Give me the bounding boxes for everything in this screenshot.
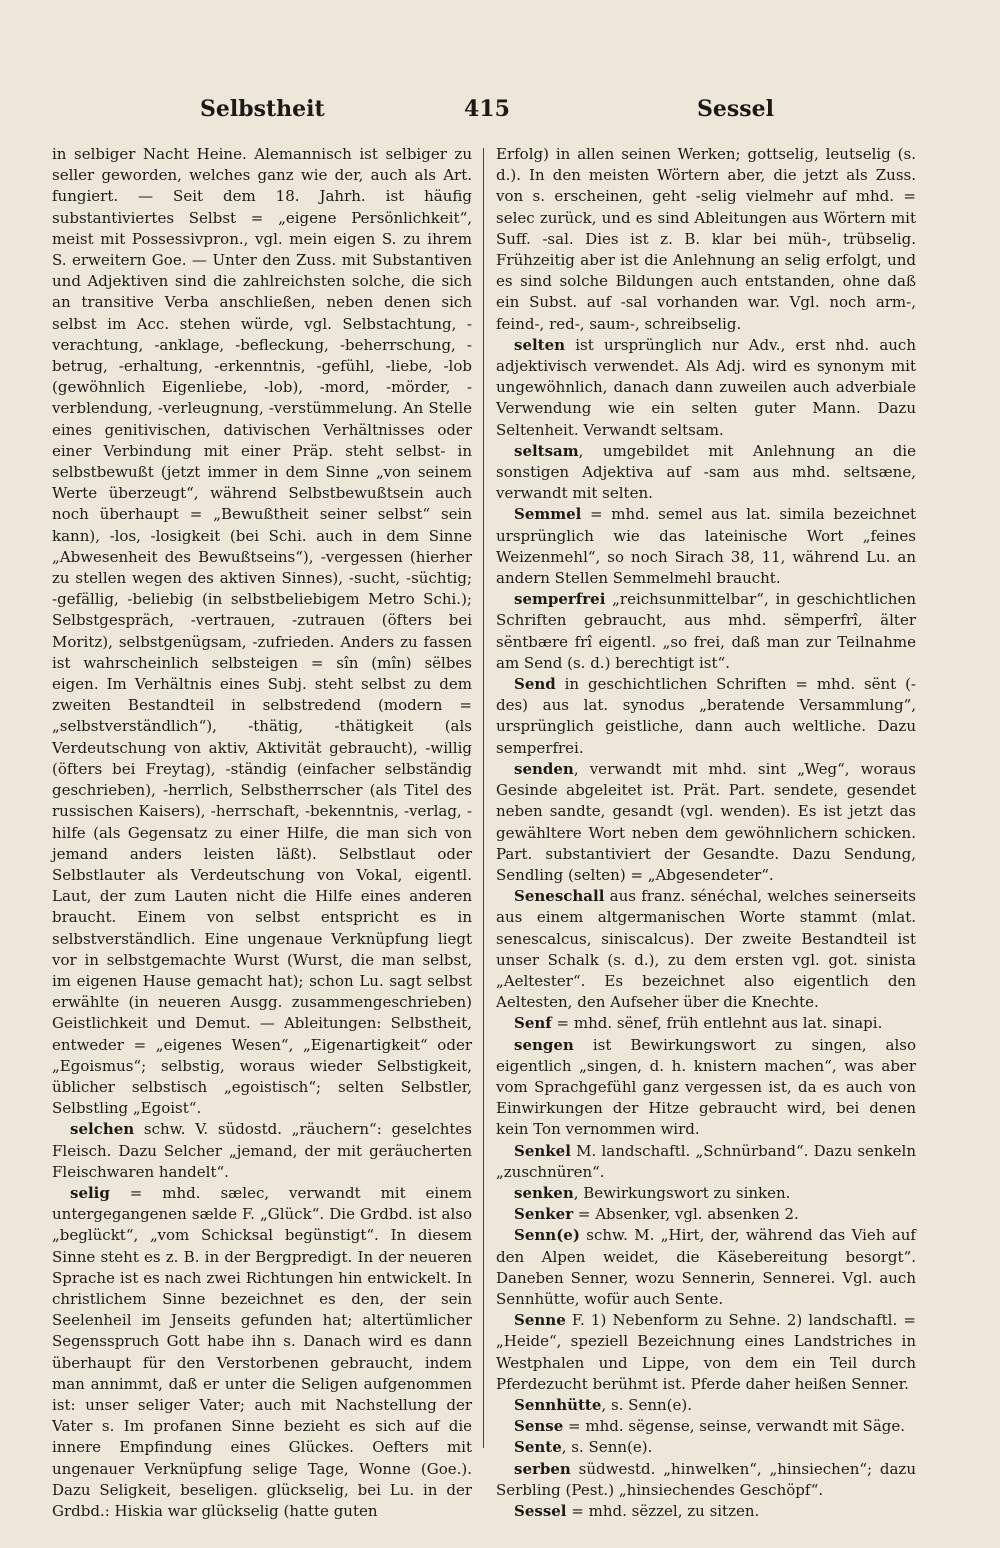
entry-text: , s. Senn(e).	[601, 1395, 692, 1414]
right-column	[496, 144, 916, 1520]
entry-headword: Senkel	[514, 1141, 571, 1160]
entry-text: schw. V. südostd. „räuchern“: geselchtes Fleisch. Dazu Selcher „jemand, der mit geräucherten Fleischwaren handelt“.	[52, 1120, 472, 1181]
dictionary-entry	[496, 1437, 916, 1458]
entry-headword: Senne	[514, 1311, 566, 1330]
entry-headword: Seneschall	[514, 887, 605, 906]
dictionary-entry	[496, 674, 916, 759]
dictionary-page	[52, 90, 919, 1520]
entry-headword: Sessel	[514, 1502, 567, 1520]
entry-text: , umgebildet mit Anlehnung an die sonstigen Adjektiva auf -sam aus mhd. seltsæne, verwandt mit selten.	[496, 441, 916, 503]
running-head-right: Sessel	[696, 96, 774, 122]
entry-headword: senden	[514, 759, 574, 778]
dictionary-entry	[496, 1013, 916, 1034]
column-divider	[483, 148, 484, 1448]
entry-text: = mhd. sëzzel, zu sitzen.	[566, 1502, 760, 1520]
left-column	[52, 144, 472, 1520]
page-number: 415	[464, 96, 510, 122]
dictionary-entry	[496, 1183, 916, 1204]
dictionary-entry	[496, 1416, 916, 1437]
continued-text: Erfolg) in allen seinen Werken; gottselig, leutselig (s. d.). In den meisten Wörtern aber, die jetzt als Zuss. von s. erscheinen, geht -selig vielmehr auf mhd. = selec zurück, und es sind Ableitungen aus Wörtern mit Suff. -sal. Dies ist z. B. klar bei müh-, trübselig. Frühzeitig aber ist die Anlehnung an selig erfolgt, und es sind solche Bildungen auch entstanden, ohne daß ein Subst. auf -sal vorhanden war. Vgl. noch arm-, feind-, red-, saum-, schreibselig.	[496, 145, 916, 333]
entry-text: , Bewirkungswort zu sinken.	[573, 1183, 791, 1202]
entry-text: = mhd. sëgense, seinse, verwandt mit Säge.	[563, 1417, 906, 1436]
entry-headword: Sente	[514, 1438, 562, 1457]
entry-text: ist Bewirkungswort zu singen, also eigentlich „singen, d. h. knistern machen“, was aber vom Sprachgefühl ganz vergessen ist, da es auch von Einwirkungen der Hitze gebraucht wird, bei denen kein Ton vernommen wird.	[496, 1035, 916, 1139]
entry-headword: senken	[514, 1183, 574, 1202]
dictionary-entry	[52, 1119, 472, 1183]
entry-text: M. landschaftl. „Schnürband“. Dazu senkeln „zuschnüren“.	[496, 1141, 916, 1181]
entry-headword: selten	[514, 335, 566, 354]
dictionary-entry	[496, 441, 916, 505]
entry-headword: Senf	[514, 1014, 552, 1033]
entry-headword: Senn(e)	[514, 1226, 580, 1245]
dictionary-entry	[496, 1395, 916, 1416]
dictionary-entry	[496, 1459, 916, 1501]
entry-headword: sengen	[514, 1035, 574, 1054]
dictionary-entry	[496, 1204, 916, 1225]
dictionary-entry	[496, 1035, 916, 1141]
entry-text: schw. M. „Hirt, der, während das Vieh auf den Alpen weidet, die Käsebereitung besorgt“. Daneben Senner, wozu Sennerin, Sennerei. Vgl. auch Sennhütte, wofür auch Sente.	[496, 1226, 916, 1308]
dictionary-entry	[52, 1183, 472, 1522]
dictionary-entry	[496, 589, 916, 674]
entry-text: , s. Senn(e).	[561, 1438, 653, 1457]
entry-headword: Sense	[514, 1417, 564, 1436]
dictionary-entry	[496, 759, 916, 886]
entry-text: , verwandt mit mhd. sint „Weg“, woraus Gesinde abgeleitet ist. Prät. Part. sendete, gesendet neben sandte, gesandt (vgl. wenden). Es ist jetzt das gewähltere Wort neben dem gewöhnlichern schicken. Part. substantiviert der Gesandte. Dazu Sendung, Sendling (selten) = „Abgesendeter“.	[496, 759, 916, 884]
dictionary-entry	[496, 335, 916, 441]
entry-text: „reichsunmittelbar“, in geschichtlichen Schriften gebraucht, aus mhd. sëmperfrî, älter sëntbære frî eigentl. „so frei, daß man zur Teilnahme am Send (s. d.) berechtigt ist“.	[496, 590, 916, 672]
dictionary-entry	[496, 1501, 916, 1522]
entry-text: aus franz. sénéchal, welches seinerseits aus einem altgermanischen Worte stammt (mlat. senescalcus, siniscalcus). Der zweite Bestandteil ist unser Schalk (s. d.), zu dem ersten vgl. got. sinista „Aeltester“. Es bezeichnet also eigentlich den Aeltesten, den Aufseher über die Knechte.	[496, 887, 916, 1012]
entry-headword: Send	[514, 675, 556, 694]
entry-headword: semperfrei	[514, 590, 606, 609]
dictionary-entry	[496, 1141, 916, 1183]
entry-headword: selchen	[70, 1120, 135, 1139]
entry-headword: Semmel	[514, 505, 582, 524]
running-head	[52, 90, 919, 130]
entry-headword: Senker	[514, 1205, 574, 1224]
entry-text: ist ursprünglich nur Adv., erst nhd. auch adjektivisch verwendet. Als Adj. wird es synonym mit ungewöhnlich, danach dann zuweilen auch adverbiale Verwendung wie ein selten guter Mann. Dazu Seltenheit. Verwandt seltsam.	[496, 335, 916, 439]
running-head-left: Selbstheit	[200, 96, 325, 122]
dictionary-entry	[496, 886, 916, 1013]
entry-text: = Absenker, vgl. absenken 2.	[573, 1205, 799, 1224]
entry-text: = mhd. semel aus lat. simila bezeichnet ursprünglich wie das lateinische Wort „feines Weizenmehl“, so noch Sirach 38, 11, während Lu. an andern Stellen Semmelmehl braucht.	[496, 505, 916, 588]
dictionary-entry	[496, 504, 916, 589]
entry-text: in geschichtlichen Schriften = mhd. sënt (-des) aus lat. synodus „beratende Versammlung“, ursprünglich geistliche, dann auch weltliche. Dazu semperfrei.	[496, 675, 916, 757]
text-columns	[52, 144, 919, 1520]
entry-headword: serben	[514, 1459, 571, 1478]
entry-headword: seltsam	[514, 441, 579, 460]
entry-text: = mhd. sënef, früh entlehnt aus lat. sinapi.	[551, 1014, 883, 1033]
entry-headword: selig	[70, 1183, 110, 1202]
entry-text: F. 1) Nebenform zu Sehne. 2) landschaftl. = „Heide“, speziell Bezeichnung eines Landstriches in Westphalen und Lippe, von dem ein Teil durch Pferdezucht berühmt ist. Pferde daher heißen Senner.	[496, 1311, 916, 1393]
entry-text: = mhd. sælec, verwandt mit einem untergegangenen sælde F. „Glück“. Die Grdbd. ist also „beglückt“, „vom Schicksal begünstigt“. In diesem Sinne steht es z. B. in der Bergpredigt. In der neueren Sprache ist es nach zwei Richtungen hin entwickelt. In christlichem Sinne bezeichnet es den, der sein Seelenheil im Jenseits gefunden hat; altertümlicher Segensspruch Gott habe ihn s. Danach wird es dann überhaupt für den Verstorbenen gebraucht, indem man annimmt, daß er unter die Seligen aufgenommen ist: unser seliger Vater; auch mit Nachstellung der Vater s. Im profanen Sinne bezieht es sich auf die innere Empfindung eines Glückes. Oefters mit ungenauer Verknüpfung selige Tage, Wonne (Goe.). Dazu Seligkeit, beseligen. glückselig, bei Lu. in der Grdbd.: Hiskia war glückselig (hatte guten	[52, 1183, 472, 1520]
entry-headword: Sennhütte	[514, 1395, 602, 1414]
dictionary-entry	[496, 1310, 916, 1395]
continued-text: in selbiger Nacht Heine. Alemannisch ist selbiger zu seller geworden, welches ganz wie der, auch als Art. fungiert. — Seit dem 18. Jahrh. ist häufig substantiviertes Selbst = „eigene Persönlichkeit“, meist mit Possessivpron., vgl. mein eigen S. zu ihrem S. erweitern Goe. — Unter den Zuss. mit Substantiven und Adjektiven sind die zahlreichsten solche, die sich an transitive Verba anschließen, neben denen sich selbst im Acc. stehen würde, vgl. Selbstachtung, -verachtung, -anklage, -befleckung, -beherrschung, -betrug, -erhaltung, -erkenntnis, -gefühl, -liebe, -lob (gewöhnlich Eigenliebe, -lob), -mord, -mörder, -verblendung, -verleugnung, -verstümmelung. An Stelle eines genitivischen, dativischen Verhältnisses oder einer Verbindung mit einer Präp. steht selbst- in selbstbewußt (jetzt immer in dem Sinne „von seinem Werte überzeugt“, während Selbstbewußtsein auch noch überhaupt = „Bewußtheit seiner selbst“ sein kann), -los, -losigkeit (bei Schi. auch in dem Sinne „Abwesenheit des Bewußtseins“), -vergessen (hierher zu stellen wegen des aktiven Sinnes), -sucht, -süchtig; -gefällig, -beliebig (in selbstbeliebigem Metro Schi.); Selbstgespräch, -vertrauen, -zutrauen (öfters bei Moritz), selbstgenügsam, -zufrieden. Anders zu fassen ist wahrscheinlich selbsteigen = sîn (mîn) sëlbes eigen. Im Verhältnis eines Subj. steht selbst zu dem zweiten Bestandteil in selbstredend (modern = „selbstverständlich“), -thätig, -thätigkeit (als Verdeutschung von aktiv, Aktivität gebraucht), -willig (öfters bei Freytag), -ständig (einfacher selbständig geschrieben), -herrlich, Selbstherrscher (als Titel des russischen Kaisers), -herrschaft, -bekenntnis, -verlag, -hilfe (als Gegensatz zu einer Hilfe, die man sich von jemand anders leisten läßt). Selbstlaut oder Selbstlauter als Verdeutschung von Vokal, eigentl. Laut, der zum Lauten nicht die Hilfe eines anderen braucht. Einem von selbst entspricht es in selbstverständlich. Eine ungenaue Verknüpfung liegt vor in selbstgemachte Wurst (Wurst, die man selbst, im eigenen Hause gemacht hat); schon Lu. sagt selbst erwählte (in neueren Ausgg. zusammengeschrieben) Geistlichkeit und Demut. — Ableitungen: Selbstheit, entweder = „eigenes Wesen“, „Eigenartigkeit“ oder „Egoismus“; selbstig, woraus wieder Selbstigkeit, üblicher selbstisch „egoistisch“; selten Selbstler, Selbstling „Egoist“.	[52, 145, 472, 1118]
entry-text: südwestd. „hinwelken“, „hinsiechen“; dazu Serbling (Pest.) „hinsiechendes Geschöpf“.	[496, 1459, 916, 1499]
dictionary-entry	[496, 1225, 916, 1310]
